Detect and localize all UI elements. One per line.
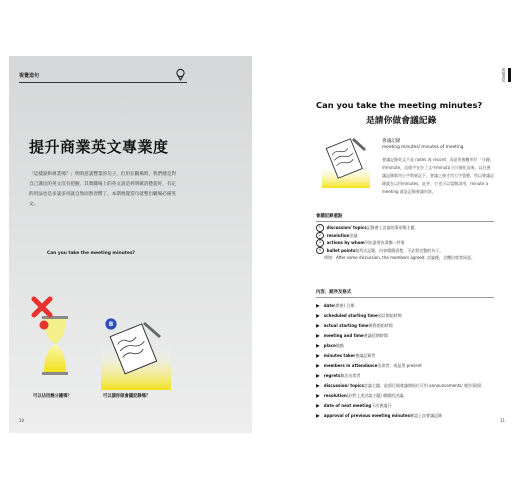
list-item: 1 discussion/ topics 記錄會上討論的事項與主題 <box>316 224 496 232</box>
bullet-icon <box>316 324 320 328</box>
list-item: resolution (針對上述討論主題) 總總的決議。 <box>316 391 516 401</box>
key-points-list <box>316 224 496 262</box>
items-divider <box>316 297 494 298</box>
section-divider <box>19 82 187 83</box>
list-item: discussion/ topics 討論主題，此項目與會議開始位可用 announcements/ 報告事項) <box>316 381 516 391</box>
key-example: 例如：After some discussion, the members agreed. 討論後，全體出席者同意。 <box>324 255 475 261</box>
bullet-icon <box>316 354 320 358</box>
question-chinese: 是請你做會議記錄 <box>366 116 437 126</box>
x-mark-icon <box>31 296 53 318</box>
notepad-pencil-icon <box>320 136 372 188</box>
bullet-icon <box>316 314 320 318</box>
intro-paragraph: 「這樣說夠專業嗎？」明明意談豐業的句子，但用在職場時，我們總是對自己講出的英文沒有把握，其實職場上的英文說是經明確清楚超好，有定的用法也是多談多用就自然而然習慣了，本期視覺造句就整出職場必備英文。 <box>29 172 177 207</box>
section-tab <box>508 68 511 82</box>
bullet-icon <box>316 384 320 388</box>
list-item: meeting and time 會議延期時間 <box>316 331 516 341</box>
bullet-icon <box>316 404 320 408</box>
number-badge: 3 <box>316 239 324 247</box>
list-item: 2 resolution 決議 <box>316 232 496 240</box>
right-page <box>262 56 511 433</box>
location-pin-icon <box>174 68 187 81</box>
list-item: date of next meeting 下次會議日 <box>316 401 516 411</box>
list-item: approval of previous meeting minutes 確認上次會議記錄 <box>316 411 516 421</box>
list-item: minutes taker 會議記錄者 <box>316 351 516 361</box>
b-badge-icon <box>105 318 117 330</box>
example-question: Can you take the meeting minutes? <box>47 251 135 256</box>
a-badge-icon <box>39 320 49 330</box>
bullet-icon <box>316 394 320 398</box>
key-points-heading: 會議記錄重點 <box>316 214 343 219</box>
list-item: place 地點 <box>316 341 516 351</box>
notepad-illustration <box>101 320 171 390</box>
bullet-icon <box>316 364 320 368</box>
caption-b: 可以請你做會議記錄嗎？ <box>103 394 151 399</box>
key-points-divider <box>316 221 494 222</box>
number-badge: 2 <box>316 232 324 240</box>
list-item: 4 bullet points 點列式記錄，內容精簡清楚，不必寫完整的句子。 <box>316 247 496 255</box>
page-number-left: 10 <box>19 418 25 423</box>
vertical-section-label: 視覺造句 <box>502 68 506 83</box>
list-item: 3 actions by whom 列出誰要負責哪一件事 <box>316 239 496 247</box>
page-title: 提升商業英文專業度 <box>29 138 169 156</box>
bullet-icon <box>316 304 320 308</box>
section-label: 視覺造句 <box>19 73 40 79</box>
svg-text:B: B <box>108 321 114 329</box>
left-page <box>9 56 252 433</box>
bullet-icon <box>316 414 320 418</box>
note-subtitle: meeting minutes/ minutes of meeting <box>382 145 464 150</box>
list-item: regrets 無法出席者 <box>316 371 516 381</box>
items-list <box>316 301 516 421</box>
note-title: 會議記錄 <box>382 139 401 144</box>
list-item: actual starting time 實際開始時間 <box>316 321 516 331</box>
items-heading: 內容、順序及格式 <box>316 290 352 295</box>
bullet-icon <box>316 344 320 348</box>
list-item: members in attendance 出席者，或是用 present <box>316 361 516 371</box>
list-item: date (開會) 日期 <box>316 301 516 311</box>
number-badge: 4 <box>316 247 324 255</box>
page-number-right: 11 <box>500 418 506 423</box>
caption-a: 可以佔用幾分鐘嗎？ <box>33 394 72 399</box>
question-english: Can you take the meeting minutes? <box>316 100 483 110</box>
bullet-icon <box>316 374 320 378</box>
note-body: 會議記錄英文不是 notes 或 record，而是用複數形位「分鐘」的minute，這個字在拉丁文中minuta (小)演化而來，以往會議記錄都用小字寫東記下，會議之後才用大字重謄，所以會議記錄就在以用minutes，此外，它也可以當動詞用，minute a meeting 就是記錄會議內容。 <box>382 157 494 194</box>
bullet-icon <box>316 334 320 338</box>
list-item: scheduled starting time 預計開始時間 <box>316 311 516 321</box>
number-badge: 1 <box>316 224 324 232</box>
